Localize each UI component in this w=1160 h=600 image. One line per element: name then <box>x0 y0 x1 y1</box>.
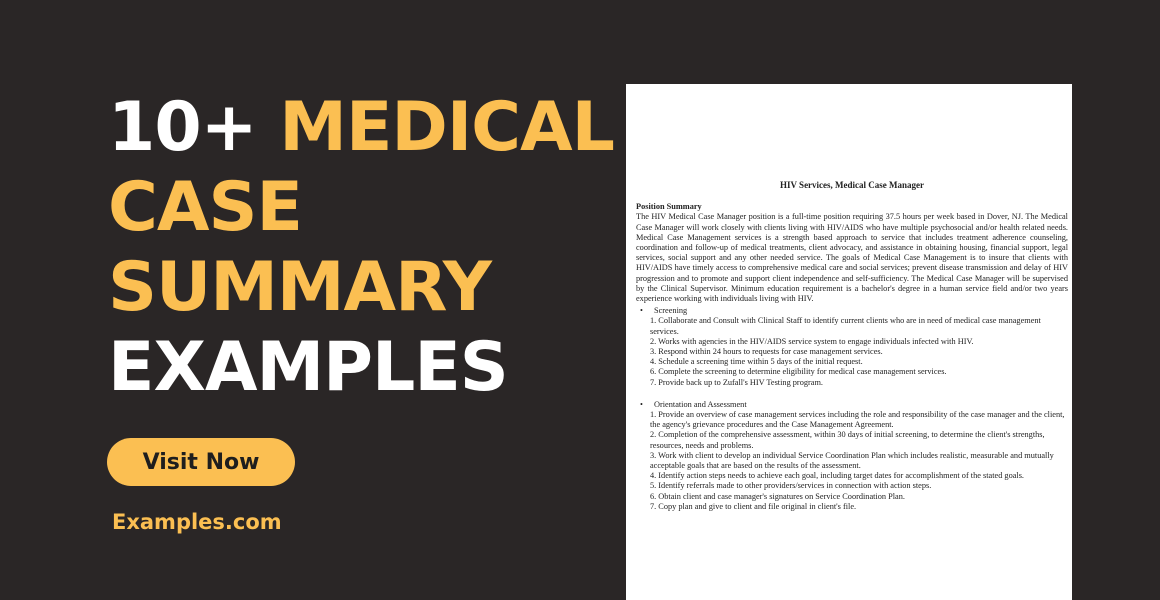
list-item: 2. Works with agencies in the HIV/AIDS service system to engage individuals infected with HIV. <box>650 336 974 346</box>
summary-heading: Position Summary <box>636 202 702 212</box>
section-heading <box>636 306 1068 316</box>
summary-text: The HIV Medical Case Manager position is a full-time position requiring 37.5 hours per week based in Dover, NJ. The Medical Case Manager will work closely with clients living with HIV/AIDS who have multiple psychosocial and/or health related needs. Medical Case Management services is a strength based approach to service that includes treatment adherence counseling, coordination and follow-up of medical treatments, client advocacy, and assistance in obtaining housing, financial support, legal services, social support and any other needed service. The goals of Medical Case Management is to insure that clients with HIV/AIDS have timely access to comprehensive medical care and social services; prevent disease transmission and delay of HIV progression and to promote and support client independence and self-sufficiency. The Medical Case Manager will be supervised by the Clinical Supervisor. Minimum education requirement is a bachelor's degree in a human service field and/or two years experience working with individuals living with HIV. <box>636 212 1068 304</box>
bullet-icon: • <box>640 399 643 409</box>
document-section <box>636 306 1068 388</box>
list-item: 6. Complete the screening to determine eligibility for medical case management services. <box>650 367 947 377</box>
section-items <box>636 316 1068 387</box>
list-item: 3. Work with client to develop an individual Service Coordination Plan which includes realistic, measurable and mutually acceptable goals that are based on the results of the assessment. <box>650 450 1054 471</box>
headline-line-4: EXAMPLES <box>108 328 508 407</box>
document-section <box>636 400 1068 512</box>
list-item: 4. Identify action steps needs to achieve each goal, including target dates for accomplishment of the stated goals. <box>650 471 1025 481</box>
list-item: 6. Obtain client and case manager's signatures on Service Coordination Plan. <box>650 491 905 501</box>
list-item: 1. Collaborate and Consult with Clinical Staff to identify current clients who are in need of medical case management services. <box>650 316 1041 336</box>
brand-link[interactable]: Examples.com <box>112 510 282 534</box>
section-title: Screening <box>654 306 688 316</box>
list-item: 3. Respond within 24 hours to requests for case management services. <box>650 347 883 357</box>
visit-now-button[interactable]: Visit Now <box>107 438 295 486</box>
list-item: 4. Schedule a screening time within 5 days of the initial request. <box>650 357 863 367</box>
list-item: 5. Identify referrals made to other providers/services in connection with action steps. <box>650 481 932 491</box>
document-title: HIV Services, Medical Case Manager <box>779 180 925 190</box>
section-title: Orientation and Assessment <box>654 399 747 409</box>
headline-line-3: SUMMARY <box>108 248 492 327</box>
list-item: 2. Completion of the comprehensive assessment, within 30 days of initial screening, to determine the client's strengths, resources, needs and problems. <box>650 430 1045 450</box>
list-item: 7. Provide back up to Zufall's HIV Testing program. <box>650 377 823 387</box>
list-item: 7. Copy plan and give to client and file original in client's file. <box>650 501 857 511</box>
document-sections <box>636 306 1068 512</box>
headline-count: 10+ <box>108 88 280 167</box>
bullet-icon: • <box>640 306 643 316</box>
headline <box>108 88 614 408</box>
headline-medical: MEDICAL <box>279 88 615 167</box>
headline-line-1 <box>108 88 614 168</box>
section-heading <box>636 400 1068 410</box>
section-items <box>636 410 1068 512</box>
headline-line-2: CASE <box>108 168 302 247</box>
list-item: 1. Provide an overview of case management services including the role and responsibility of the case manager and the client, the agency's grievance procedures and the Case Management Agreement. <box>650 410 1065 430</box>
document-preview <box>626 84 1072 600</box>
